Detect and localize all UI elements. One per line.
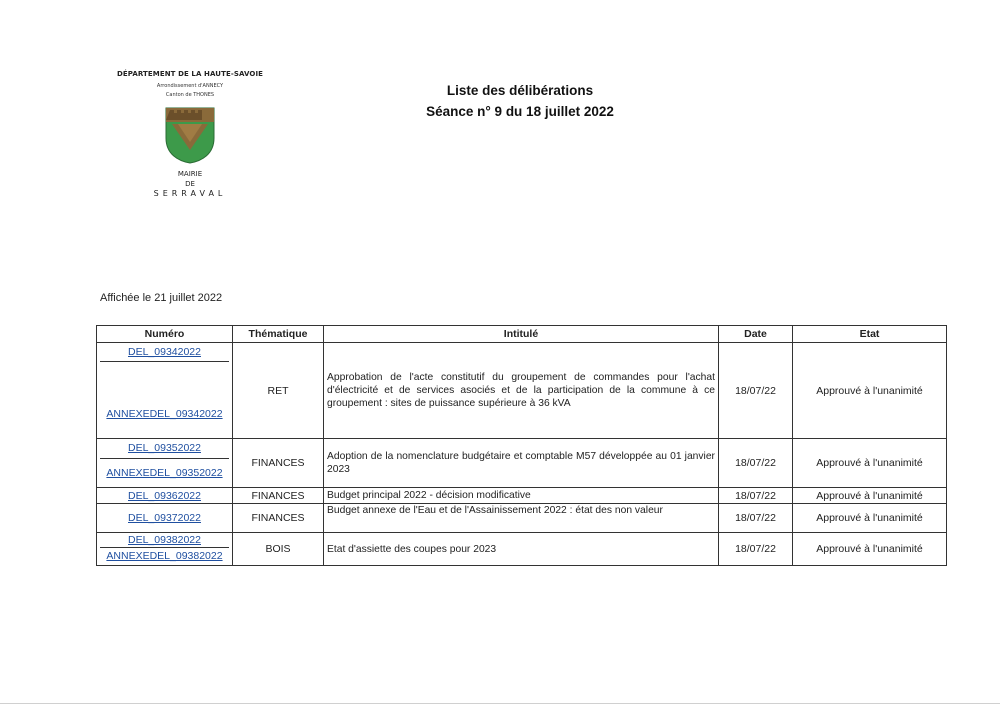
table-row (97, 488, 947, 504)
title-line-2: Séance n° 9 du 18 juillet 2022 (426, 104, 614, 119)
annexe-link[interactable]: ANNEXEDEL_09352022 (106, 467, 223, 479)
canton: Canton de THONES (165, 92, 215, 98)
table-row (97, 343, 947, 439)
commune-name: SERRAVAL (153, 189, 227, 198)
etat-cell: Approuvé à l'unanimité (793, 533, 947, 566)
posted-date: Affichée le 21 juillet 2022 (100, 292, 223, 304)
page-edge-divider (0, 703, 1000, 704)
thematique-cell: FINANCES (233, 504, 324, 533)
date-cell: 18/07/22 (719, 439, 793, 488)
date-cell: 18/07/22 (719, 343, 793, 439)
header-date: Date (719, 326, 793, 343)
annexe-link[interactable]: ANNEXEDEL_09382022 (106, 550, 223, 562)
header-etat: Etat (793, 326, 947, 343)
municipality-header (100, 70, 280, 198)
numero-cell (97, 439, 233, 488)
etat-cell: Approuvé à l'unanimité (793, 488, 947, 504)
title-line-1: Liste des délibérations (446, 83, 594, 98)
intitule-cell: Etat d'assiette des coupes pour 2023 (324, 533, 719, 566)
table-row (97, 533, 947, 566)
del-link[interactable]: DEL_09342022 (128, 346, 201, 358)
table-row (97, 504, 947, 533)
arrondissement: Arrondissement d'ANNECY (156, 83, 224, 89)
intitule-cell: Budget annexe de l'Eau et de l'Assainissement 2022 : état des non valeur (324, 504, 719, 533)
numero-cell (97, 488, 233, 504)
table-header-row (97, 326, 947, 343)
date-cell: 18/07/22 (719, 504, 793, 533)
etat-cell: Approuvé à l'unanimité (793, 504, 947, 533)
del-link[interactable]: DEL_09372022 (128, 512, 201, 524)
del-link[interactable]: DEL_09382022 (128, 534, 201, 546)
intitule-cell: Approbation de l'acte constitutif du groupement de commandes pour l'achat d'électricité et de services asociés et de la participation de la commune à ce groupement : sites de puissance supérieure à 36 kVA (324, 343, 719, 439)
coat-of-arms-icon (164, 106, 216, 164)
numero-cell (97, 504, 233, 533)
mairie-label: MAIRIE (177, 170, 203, 178)
etat-cell: Approuvé à l'unanimité (793, 343, 947, 439)
annexe-link[interactable]: ANNEXEDEL_09342022 (106, 408, 223, 420)
table-row (97, 439, 947, 488)
intitule-cell: Adoption de la nomenclature budgétaire et comptable M57 développée au 01 janvier 2023 (324, 439, 719, 488)
numero-cell (97, 533, 233, 566)
department-name: DÉPARTEMENT DE LA HAUTE-SAVOIE (116, 70, 264, 78)
etat-cell: Approuvé à l'unanimité (793, 439, 947, 488)
intitule-cell: Budget principal 2022 - décision modificative (324, 488, 719, 504)
de-label: DE (185, 180, 195, 188)
header-intitule: Intitulé (324, 326, 719, 343)
thematique-cell: FINANCES (233, 439, 324, 488)
header-numero: Numéro (97, 326, 233, 343)
del-link[interactable]: DEL_09362022 (128, 489, 201, 502)
numero-cell (97, 343, 233, 439)
deliberations-table (96, 325, 947, 566)
del-link[interactable]: DEL_09352022 (128, 442, 201, 454)
document-title (400, 80, 640, 122)
thematique-cell: FINANCES (233, 488, 324, 504)
thematique-cell: RET (233, 343, 324, 439)
header-thematique: Thématique (233, 326, 324, 343)
thematique-cell: BOIS (233, 533, 324, 566)
date-cell: 18/07/22 (719, 488, 793, 504)
date-cell: 18/07/22 (719, 533, 793, 566)
